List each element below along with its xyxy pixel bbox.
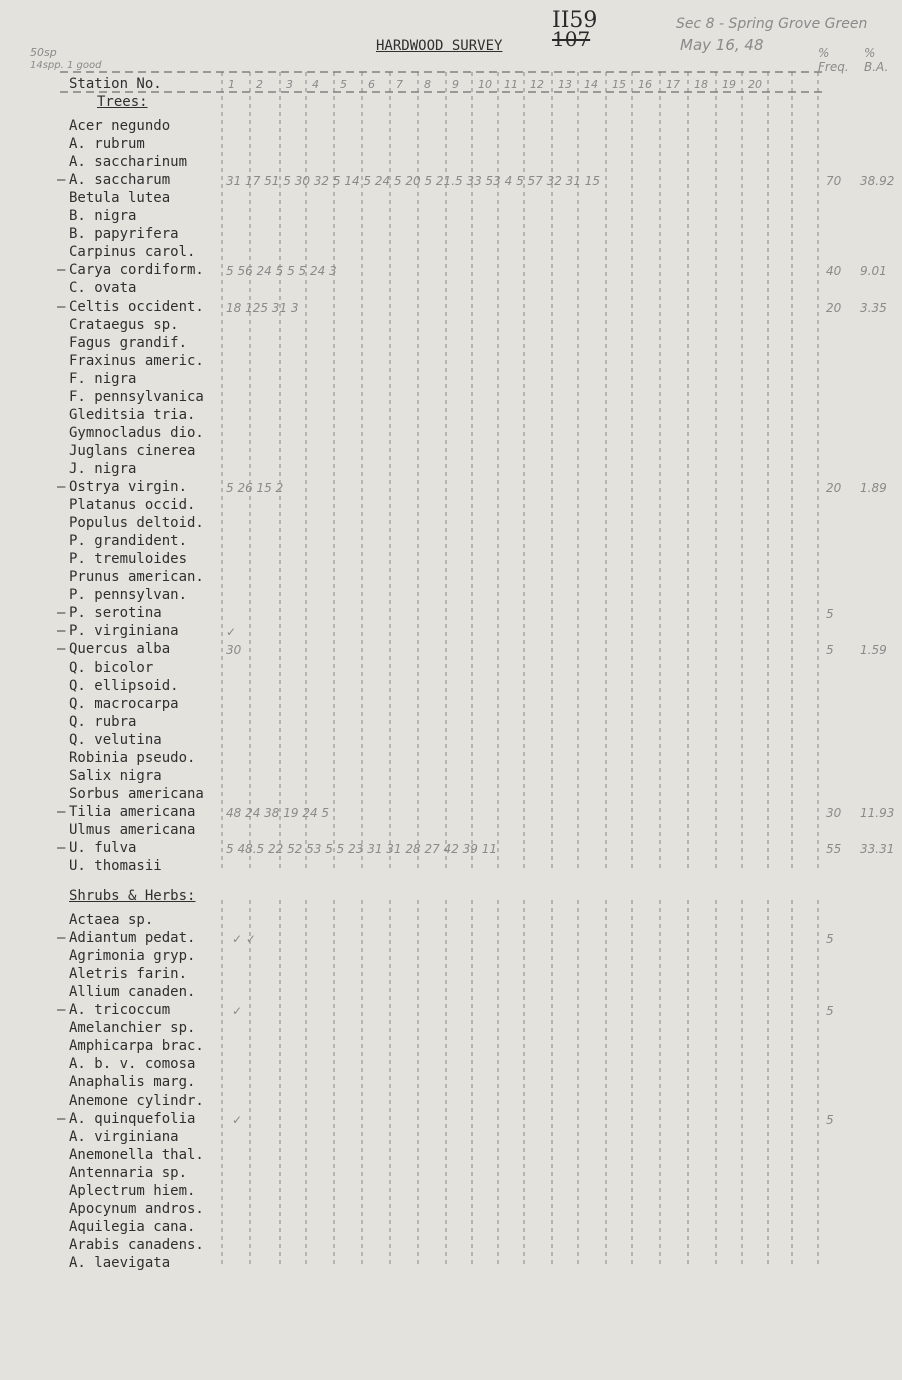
tree-name: Gymnocladus dio. — [69, 424, 204, 441]
shrub-name: Adiantum pedat. — [69, 930, 196, 947]
station-number: 4 — [312, 78, 319, 91]
shrub-name: Aletris farin. — [69, 966, 188, 983]
frequency-value: 5 — [826, 643, 834, 658]
tree-name: B. papyrifera — [69, 226, 179, 243]
frequency-value: 40 — [826, 264, 842, 279]
tree-name: A. saccharinum — [69, 154, 188, 171]
station-values: ✓ — [226, 625, 237, 640]
shrub-name: Antennaria sp. — [69, 1164, 188, 1181]
tree-name: U. thomasii — [69, 858, 162, 875]
tally-mark: — — [57, 803, 66, 820]
shrub-name: Anemonella thal. — [69, 1146, 204, 1163]
station-number: 7 — [396, 78, 403, 91]
frequency-value: 5 — [826, 1004, 834, 1019]
shrub-name: Apocynum andros. — [69, 1200, 204, 1217]
tree-name: Carya cordiform. — [69, 262, 204, 279]
shrub-name: A. laevigata — [69, 1254, 171, 1271]
station-number: 17 — [666, 78, 680, 91]
tree-name: Q. rubra — [69, 713, 137, 730]
shrub-name: Actaea sp. — [69, 912, 154, 928]
frequency-value: 5 — [826, 607, 834, 622]
station-values: 48 24 38 19 24 5 — [226, 805, 330, 820]
station-number: 3 — [286, 78, 293, 91]
tree-name: Gleditsia tria. — [69, 406, 196, 423]
tree-name: P. tremuloides — [69, 551, 188, 568]
station-values: 30 — [226, 643, 242, 658]
tree-name: Q. ellipsoid. — [69, 677, 179, 694]
tree-name: Sorbus americana — [69, 785, 204, 802]
frequency-value: 5 — [826, 1112, 834, 1127]
station-number: 6 — [368, 78, 375, 91]
tree-name: Celtis occident. — [69, 298, 204, 315]
tally-mark: — — [57, 605, 66, 622]
tree-name: Q. macrocarpa — [69, 695, 179, 712]
station-number: 12 — [530, 78, 544, 91]
tree-name: U. fulva — [69, 840, 137, 856]
tally-mark: — — [57, 298, 66, 315]
tree-name: Fraxinus americ. — [69, 352, 204, 369]
station-number: 15 — [612, 78, 626, 91]
tree-name: Prunus american. — [69, 569, 204, 586]
margin-note-1: 50sp — [30, 46, 57, 59]
station-values: ✓ — [232, 1004, 243, 1019]
tree-name: F. nigra — [69, 370, 137, 387]
tally-mark: — — [57, 930, 66, 947]
tree-name: Acer negundo — [69, 118, 171, 134]
frequency-value: 70 — [826, 174, 842, 189]
tree-name: Ostrya virgin. — [69, 479, 188, 495]
station-number: 11 — [504, 78, 518, 91]
shrub-name: A. virginiana — [69, 1128, 179, 1145]
tree-name: A. rubrum — [69, 136, 145, 153]
ba-column-note: % B.A. — [864, 46, 889, 74]
tree-name: B. nigra — [69, 208, 137, 225]
shrubs-section-label: Shrubs & Herbs: — [69, 888, 196, 904]
form-number — [552, 8, 597, 51]
frequency-value: 30 — [826, 805, 842, 820]
tree-name: Quercus alba — [69, 641, 171, 658]
tree-name: Tilia americana — [69, 803, 196, 820]
form-number-current: II59 — [552, 8, 598, 33]
station-number: 14 — [584, 78, 598, 91]
station-number: 16 — [638, 78, 652, 91]
shrub-name: Anaphalis marg. — [69, 1074, 196, 1091]
station-number: 5 — [340, 78, 347, 91]
tally-mark: — — [57, 262, 66, 279]
tally-mark: — — [57, 840, 66, 856]
tally-mark: — — [57, 1110, 66, 1127]
tree-name: Q. bicolor — [69, 659, 154, 676]
station-number: 1 — [228, 78, 235, 91]
tree-name: J. nigra — [69, 460, 137, 477]
tally-mark: — — [57, 479, 66, 495]
station-number: 9 — [452, 78, 459, 91]
form-number-old: 107 — [552, 27, 591, 51]
tree-name: Platanus occid. — [69, 497, 196, 514]
station-number: 8 — [424, 78, 431, 91]
station-values: 5 26 15 2 — [226, 481, 284, 495]
station-number: 13 — [558, 78, 572, 91]
station-number: 10 — [478, 78, 492, 91]
shrub-name: Agrimonia gryp. — [69, 948, 196, 965]
basal-area-value: 11.93 — [860, 805, 895, 820]
tree-name: C. ovata — [69, 280, 137, 297]
station-number: 18 — [694, 78, 708, 91]
station-number: 19 — [722, 78, 736, 91]
tree-name: Betula lutea — [69, 190, 171, 207]
tree-name: P. serotina — [69, 605, 162, 622]
tally-mark: — — [57, 623, 66, 640]
tree-name: P. virginiana — [69, 623, 179, 640]
shrub-name: Aplectrum hiem. — [69, 1182, 196, 1199]
station-number: 2 — [256, 78, 263, 91]
date-note: May 16, 48 — [680, 36, 764, 54]
shrub-name: Anemone cylindr. — [69, 1092, 204, 1109]
shrub-name: A. b. v. comosa — [69, 1056, 196, 1073]
location-note: Sec 8 - Spring Grove Green — [676, 16, 868, 32]
frequency-value: 20 — [826, 481, 842, 495]
station-values: 5 48.5 22 52 53 5 5 23 31 31 28 27 42 39 11 — [226, 842, 497, 856]
tree-name: Carpinus carol. — [69, 244, 196, 261]
shrub-name: Amelanchier sp. — [69, 1020, 196, 1037]
margin-note-2: 14spp. 1 good — [30, 60, 102, 71]
tree-name: A. saccharum — [69, 172, 171, 189]
basal-area-value: 9.01 — [860, 264, 887, 279]
station-values: 18 125 31 3 — [226, 300, 299, 315]
station-label: Station No. — [69, 76, 162, 92]
tree-name: Salix nigra — [69, 767, 162, 784]
shrub-name: A. tricoccum — [69, 1002, 171, 1019]
shrub-name: Allium canaden. — [69, 984, 196, 1001]
tree-name: P. grandident. — [69, 533, 188, 550]
tree-name: Robinia pseudo. — [69, 749, 196, 766]
tree-name: Juglans cinerea — [69, 442, 196, 459]
shrub-name: A. quinquefolia — [69, 1110, 196, 1127]
frequency-value: 20 — [826, 300, 842, 315]
basal-area-value: 33.31 — [860, 842, 895, 856]
tally-mark: — — [57, 1002, 66, 1019]
frequency-value: 5 — [826, 932, 834, 947]
shrub-name: Arabis canadens. — [69, 1236, 204, 1253]
station-values: ✓ — [232, 1112, 243, 1127]
station-values: 5 56 24 5 5 5 24 3 — [226, 264, 337, 279]
tree-name: Fagus grandif. — [69, 334, 188, 351]
tally-mark: — — [57, 641, 66, 658]
basal-area-value: 3.35 — [860, 300, 887, 315]
station-number: 20 — [748, 78, 762, 91]
page-title: HARDWOOD SURVEY — [376, 38, 503, 54]
tree-name: F. pennsylvanica — [69, 388, 204, 405]
tally-mark: — — [57, 172, 66, 189]
freq-column-note: % Freq. — [818, 46, 849, 74]
basal-area-value: 1.89 — [860, 481, 887, 495]
basal-area-value: 38.92 — [860, 174, 895, 189]
tree-name: Q. velutina — [69, 731, 162, 748]
tree-name: Crataegus sp. — [69, 316, 179, 333]
tree-name: Ulmus americana — [69, 821, 196, 838]
shrub-name: Aquilegia cana. — [69, 1218, 196, 1235]
frequency-value: 55 — [826, 842, 842, 856]
trees-section-label: Trees: — [97, 94, 148, 110]
station-values: ✓ ✓ — [232, 932, 256, 947]
tree-name: Populus deltoid. — [69, 515, 204, 532]
station-values: 31 17 51 5 30 32 5 14 5 24 5 20 5 21.5 33 53 4 5 57 32 31 15 — [226, 174, 601, 189]
shrub-name: Amphicarpa brac. — [69, 1038, 204, 1055]
tree-name: P. pennsylvan. — [69, 587, 188, 604]
basal-area-value: 1.59 — [860, 643, 887, 658]
